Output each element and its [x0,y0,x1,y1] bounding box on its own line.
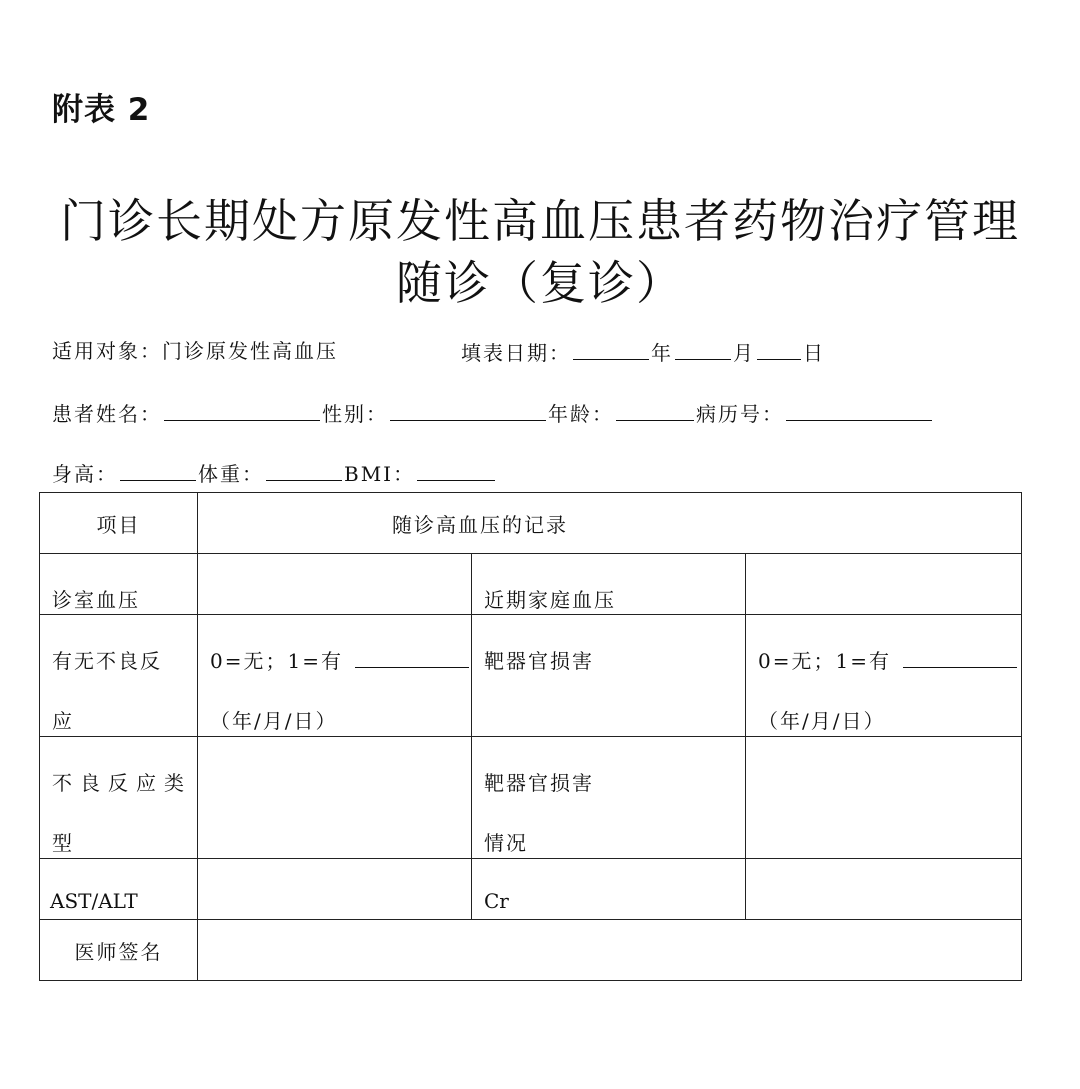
month-blank[interactable] [675,341,731,360]
height-blank[interactable] [120,462,196,481]
adverse-reaction-label-line1: 有无不良反 [52,649,162,673]
adverse-type-label-line1: 不良反应类 [52,771,192,795]
gender-label: 性别： [322,402,388,426]
signature-value-cell[interactable] [198,920,1022,981]
form-title-line2: 随诊（复诊） [396,256,684,310]
appendix-label: 附表 2 [52,92,151,128]
adverse-date-blank[interactable] [355,649,469,668]
organ-yes-no-field[interactable] [758,645,1017,674]
bmi-blank[interactable] [417,462,495,481]
day-label: 日 [803,341,825,365]
year-blank[interactable] [573,341,649,360]
office-bp-label: 诊室血压 [52,588,140,612]
weight-blank[interactable] [266,462,342,481]
adverse-reaction-value-cell[interactable] [198,615,472,737]
table-row [40,554,1022,615]
patient-info-row [52,402,934,424]
cr-value-cell[interactable] [746,859,1022,920]
adverse-type-label-cell [40,737,198,859]
patient-name-label: 患者姓名： [52,402,162,426]
day-blank[interactable] [757,341,801,360]
adverse-date-format: （年/月/日） [210,709,338,733]
organ-damage-status-label-line1: 靶器官损害 [484,771,594,795]
physician-signature-label: 医师签名 [74,939,163,964]
fill-date-label: 填表日期： [461,341,571,365]
home-bp-label-cell [472,554,746,615]
adverse-type-value-cell[interactable] [198,737,472,859]
target-organ-label: 靶器官损害 [484,649,594,673]
gender-blank[interactable] [390,402,546,421]
target-organ-value-cell[interactable] [746,615,1022,737]
target-label: 适用对象：门诊原发性高血压 [52,339,338,363]
organ-damage-status-value-cell[interactable] [746,737,1022,859]
table-row [40,859,1022,920]
month-label: 月 [733,341,755,365]
table-row [40,615,1022,737]
fill-date-row [461,341,825,363]
organ-damage-status-label-cell [472,737,746,859]
organ-yes-no-option: 0=无；1=有 [758,649,891,673]
home-bp-label: 近期家庭血压 [484,588,616,612]
target-organ-label-cell [472,615,746,737]
form-title-line1: 门诊长期处方原发性高血压患者药物治疗管理 [60,194,1020,248]
ast-alt-value-cell[interactable] [198,859,472,920]
adverse-yes-no-option: 0=无；1=有 [210,649,343,673]
home-bp-value-cell[interactable] [746,554,1022,615]
header-record-cell [198,493,1022,554]
record-no-blank[interactable] [786,402,932,421]
age-blank[interactable] [616,402,694,421]
cr-label-cell [472,859,746,920]
age-label: 年龄： [548,402,614,426]
patient-name-blank[interactable] [164,402,320,421]
weight-label: 体重： [198,462,264,486]
header-record: 随诊高血压的记录 [392,512,568,537]
body-metrics-row [52,462,497,484]
height-label: 身高： [52,462,118,486]
bmi-label: BMI： [344,462,416,486]
cr-label: Cr [484,889,509,913]
organ-damage-status-label-line2: 情况 [484,831,528,855]
adverse-yes-no-field[interactable] [210,645,469,674]
year-label: 年 [651,341,673,365]
organ-date-blank[interactable] [903,649,1017,668]
ast-alt-label: AST/ALT [50,889,138,913]
adverse-reaction-label-cell [40,615,198,737]
table-header-row [40,493,1022,554]
header-item: 项目 [96,512,141,537]
office-bp-label-cell [40,554,198,615]
followup-record-table [39,492,1022,981]
table-row [40,737,1022,859]
signature-label-cell [40,920,198,981]
table-row [40,920,1022,981]
record-no-label: 病历号： [696,402,784,426]
ast-alt-label-cell [40,859,198,920]
office-bp-value-cell[interactable] [198,554,472,615]
header-item-cell [40,493,198,554]
adverse-type-label-line2: 型 [52,831,74,855]
adverse-reaction-label-line2: 应 [52,709,74,733]
organ-date-format: （年/月/日） [758,709,886,733]
